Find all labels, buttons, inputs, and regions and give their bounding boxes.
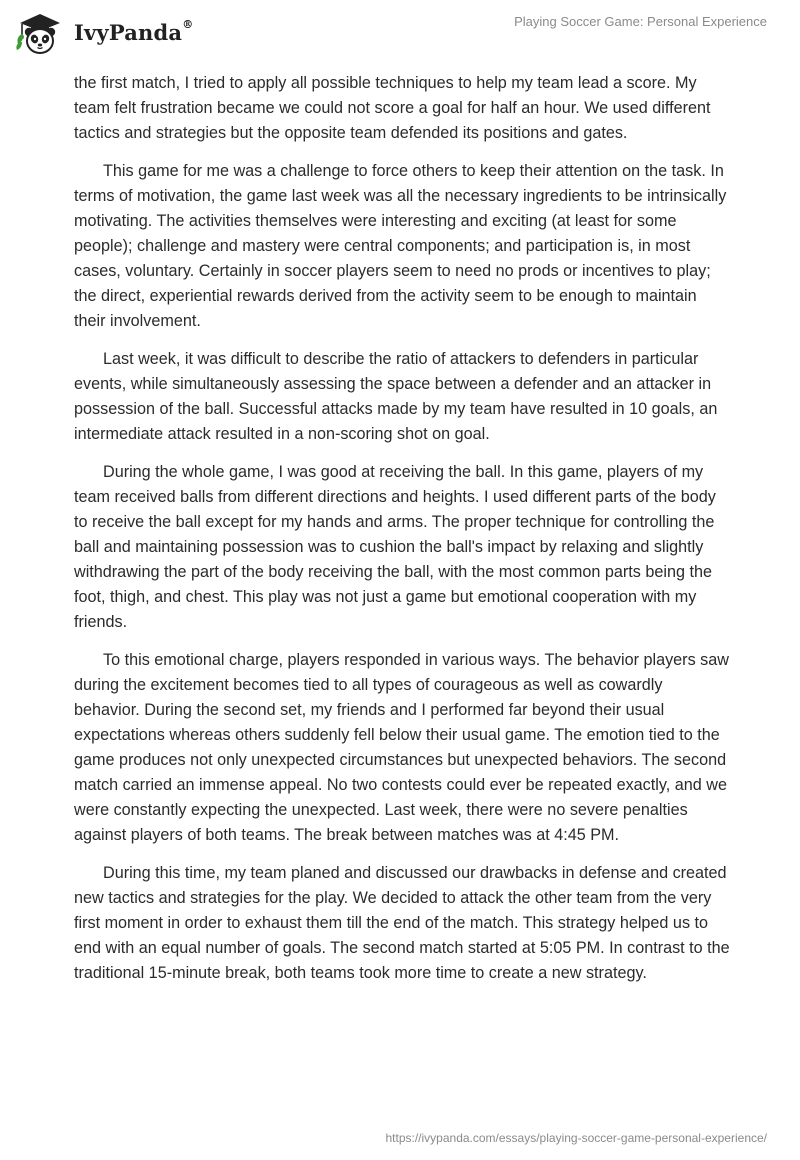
paragraph-5: To this emotional charge, players responded in various ways. The behavior players saw during the excitement becomes tied to all types of courageous as well as cowardly behavior. During the second set, my friends and I performed far beyond their usual expectations whereas others suddenly fell below their usual game. The emotion tied to the game produces not only unexpected circumstances but unexpected behaviors. The second match carried an immense appeal. No two contests could ever be repeated exactly, and we were constantly expecting the unexpected. Last week, there were no severe penalties against players of both teams. The break between matches was at 4:45 PM. (74, 651, 729, 844)
essay-body (74, 71, 730, 999)
brand-name-text: IvyPanda (74, 20, 183, 45)
paragraph-3: Last week, it was difficult to describe the ratio of attackers to defenders in particular events, while simultaneously assessing the space between a defender and an attacker in possession of the ball. Successful attacks made by my team have resulted in 10 goals, an intermediate attack resulted in a non-scoring shot on goal. (74, 350, 718, 443)
ivypanda-logo[interactable] (14, 10, 214, 58)
registered-mark: ® (182, 18, 194, 31)
paragraph-4: During the whole game, I was good at receiving the ball. In this game, players of my team received balls from different directions and heights. I used different parts of the body to receive the ball except for my hands and arms. The proper technique for controlling the ball and maintaining possession was to cushion the ball's impact by relaxing and slightly withdrawing the part of the body receiving the ball, with the most common parts being the foot, thigh, and chest. This play was not just a game but emotional cooperation with my friends. (74, 463, 716, 631)
paragraph-6: During this time, my team planed and discussed our drawbacks in defense and created new tactics and strategies for the play. We decided to attack the other team from the very first moment in order to exhaust them till the end of the match. This strategy helped us to end with an equal number of goals. The second match started at 5:05 PM. In contrast to the traditional 15-minute break, both teams took more time to create a new strategy. (74, 864, 730, 982)
page-header (0, 0, 800, 70)
paragraph-1: the first match, I tried to apply all possible techniques to help my team lead a score. My team felt frustration became we could not score a goal for half an hour. We used different tactics and strategies but the opposite team defended its positions and gates. (74, 74, 711, 142)
document-title: Playing Soccer Game: Personal Experience (514, 14, 767, 29)
brand-name (74, 20, 193, 45)
paragraph-2: This game for me was a challenge to force others to keep their attention on the task. In terms of motivation, the game last week was all the necessary ingredients to be intrinsically motivating. The activities themselves were interesting and exciting (at least for some people); challenge and mastery were central components; and participation is, in most cases, voluntary. Certainly in soccer players seem to need no prods or incentives to play; the direct, experiential rewards derived from the activity seem to be enough to maintain their involvement. (74, 162, 727, 330)
source-url[interactable]: https://ivypanda.com/essays/playing-soccer-game-personal-experience/ (385, 1131, 767, 1145)
panda-graduate-icon (14, 10, 66, 58)
